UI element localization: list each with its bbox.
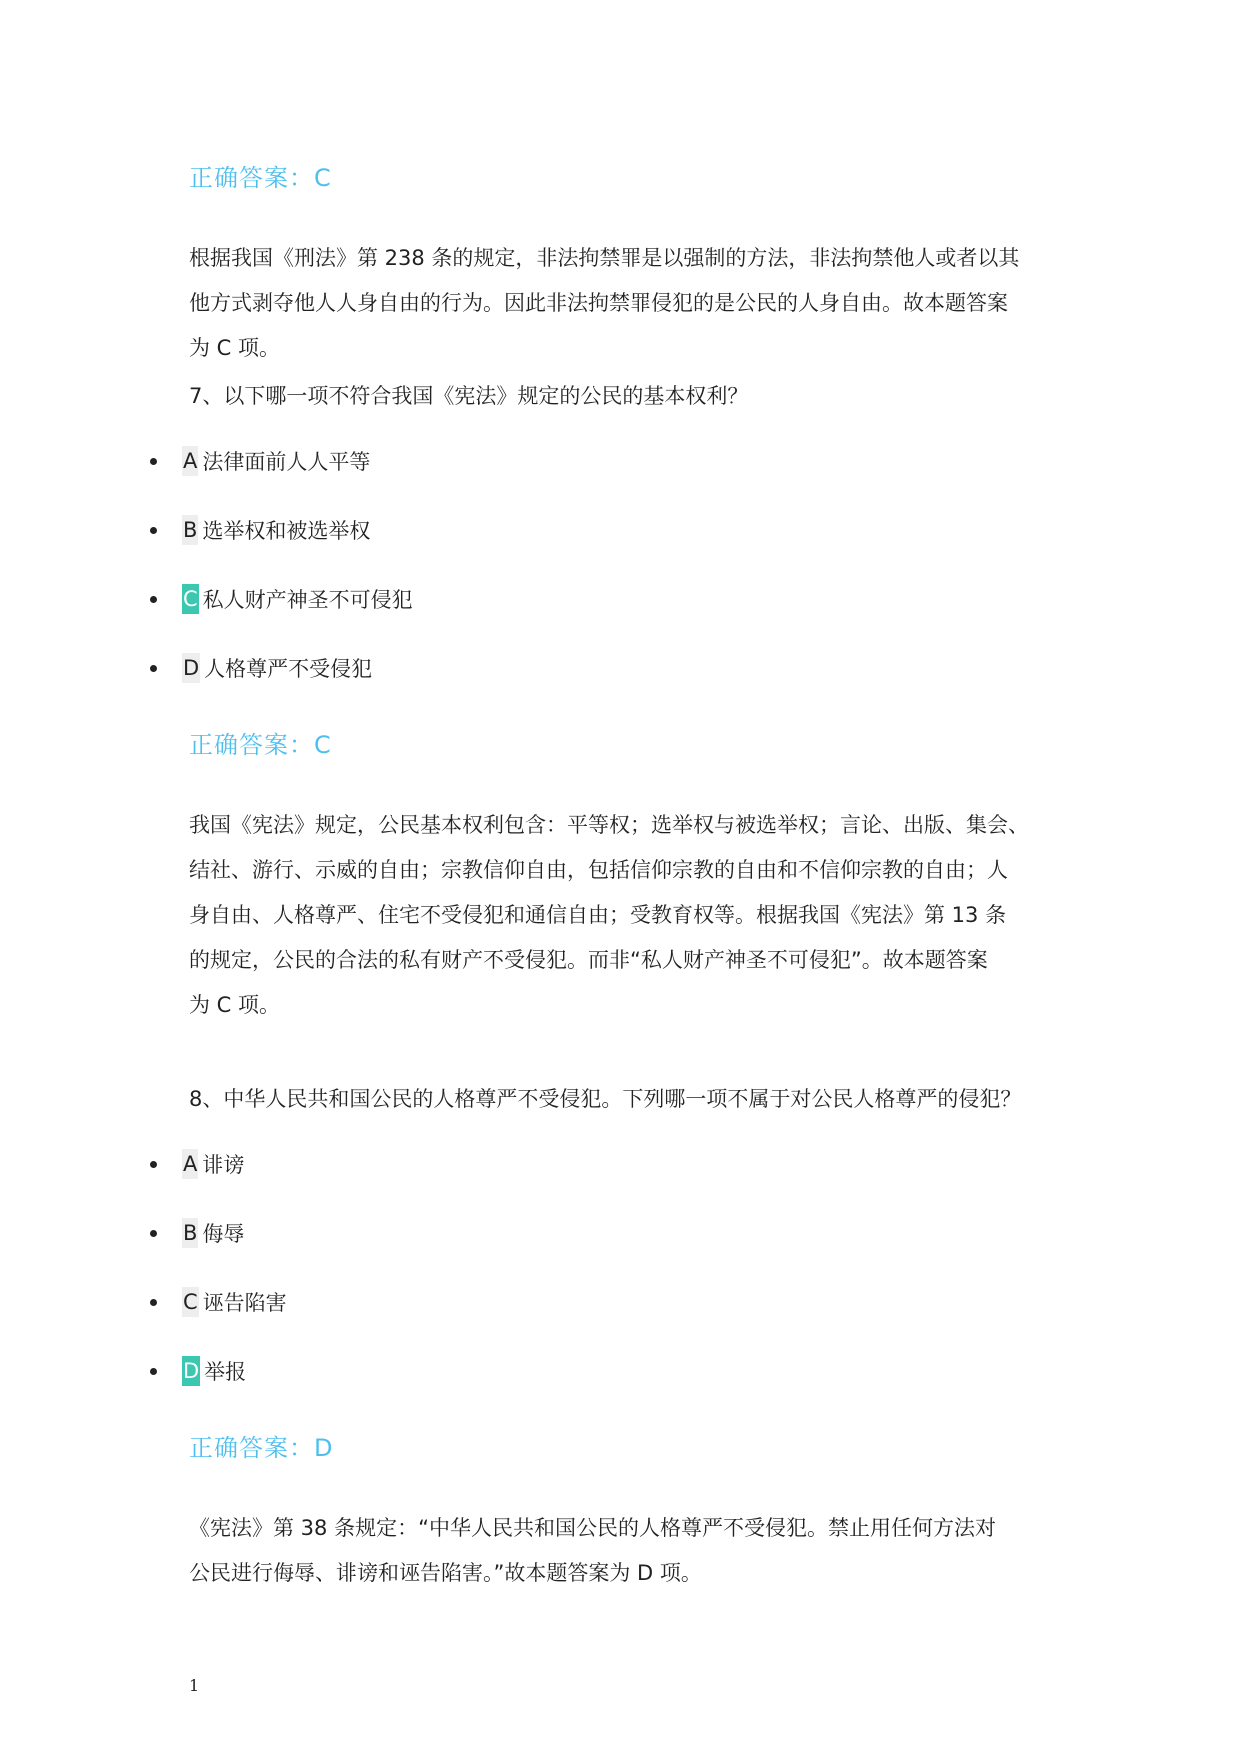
explanation-line: 《宪法》第 38 条规定：“中华人民共和国公民的人格尊严不受侵犯。禁止用任何方法对 [189,1516,996,1540]
explanation-line: 为 C 项。 [189,336,281,360]
correct-answer-label: 正确答案：C [189,164,332,192]
option-letter: D [182,653,200,683]
explanation-line: 根据我国《刑法》第 238 条的规定，非法拘禁罪是以强制的方法，非法拘禁他人或者以其 [189,246,1020,270]
option-8-b[interactable] [150,1216,244,1250]
question-7-text: 7、以下哪一项不符合我国《宪法》规定的公民的基本权利？ [189,384,749,408]
explanation-line: 我国《宪法》规定，公民基本权利包含：平等权；选举权与被选举权；言论、出版、集会、 [189,813,1029,837]
bullet-icon [150,596,157,603]
explanation-line: 身自由、人格尊严、住宅不受侵犯和通信自由；受教育权等。根据我国《宪法》第 13 条 [189,903,1007,927]
explanation-line: 的规定，公民的合法的私有财产不受侵犯。而非“私人财产神圣不可侵犯”。故本题答案 [189,948,988,972]
explanation-line: 公民进行侮辱、诽谤和诬告陷害。”故本题答案为 D 项。 [189,1561,702,1585]
option-8-d[interactable] [150,1354,246,1388]
option-text: 选举权和被选举权 [202,519,371,543]
option-letter-correct: D [182,1356,200,1386]
bullet-icon [150,1230,157,1237]
correct-answer-label: 正确答案：D [189,1434,334,1462]
option-text: 人格尊严不受侵犯 [204,657,373,681]
option-7-c[interactable] [150,582,413,616]
option-8-a[interactable] [150,1147,244,1181]
option-7-d[interactable] [150,651,372,685]
question-8-text: 8、中华人民共和国公民的人格尊严不受侵犯。下列哪一项不属于对公民人格尊严的侵犯？ [189,1087,1022,1111]
option-text: 诬告陷害 [202,1291,287,1315]
correct-answer-label: 正确答案：C [189,731,332,759]
bullet-icon [150,1299,157,1306]
option-letter: C [182,1287,199,1317]
option-text: 举报 [204,1360,247,1384]
explanation-line: 他方式剥夺他人人身自由的行为。因此非法拘禁罪侵犯的是公民的人身自由。故本题答案 [189,291,1008,315]
option-letter: B [182,515,198,545]
bullet-icon [150,665,157,672]
option-letter: A [182,446,198,476]
bullet-icon [150,527,157,534]
option-text: 私人财产神圣不可侵犯 [202,588,413,612]
bullet-icon [150,1161,157,1168]
option-8-c[interactable] [150,1285,287,1319]
option-7-a[interactable] [150,444,370,478]
option-text: 法律面前人人平等 [202,450,371,474]
option-letter-correct: C [182,584,199,614]
explanation-line: 为 C 项。 [189,993,281,1017]
bullet-icon [150,458,157,465]
option-letter: A [182,1149,198,1179]
option-text: 侮辱 [202,1222,245,1246]
page-number: 1 [189,1676,200,1695]
bullet-icon [150,1368,157,1375]
option-7-b[interactable] [150,513,370,547]
option-letter: B [182,1218,198,1248]
option-text: 诽谤 [202,1153,245,1177]
explanation-line: 结社、游行、示威的自由；宗教信仰自由，包括信仰宗教的自由和不信仰宗教的自由；人 [189,858,1008,882]
